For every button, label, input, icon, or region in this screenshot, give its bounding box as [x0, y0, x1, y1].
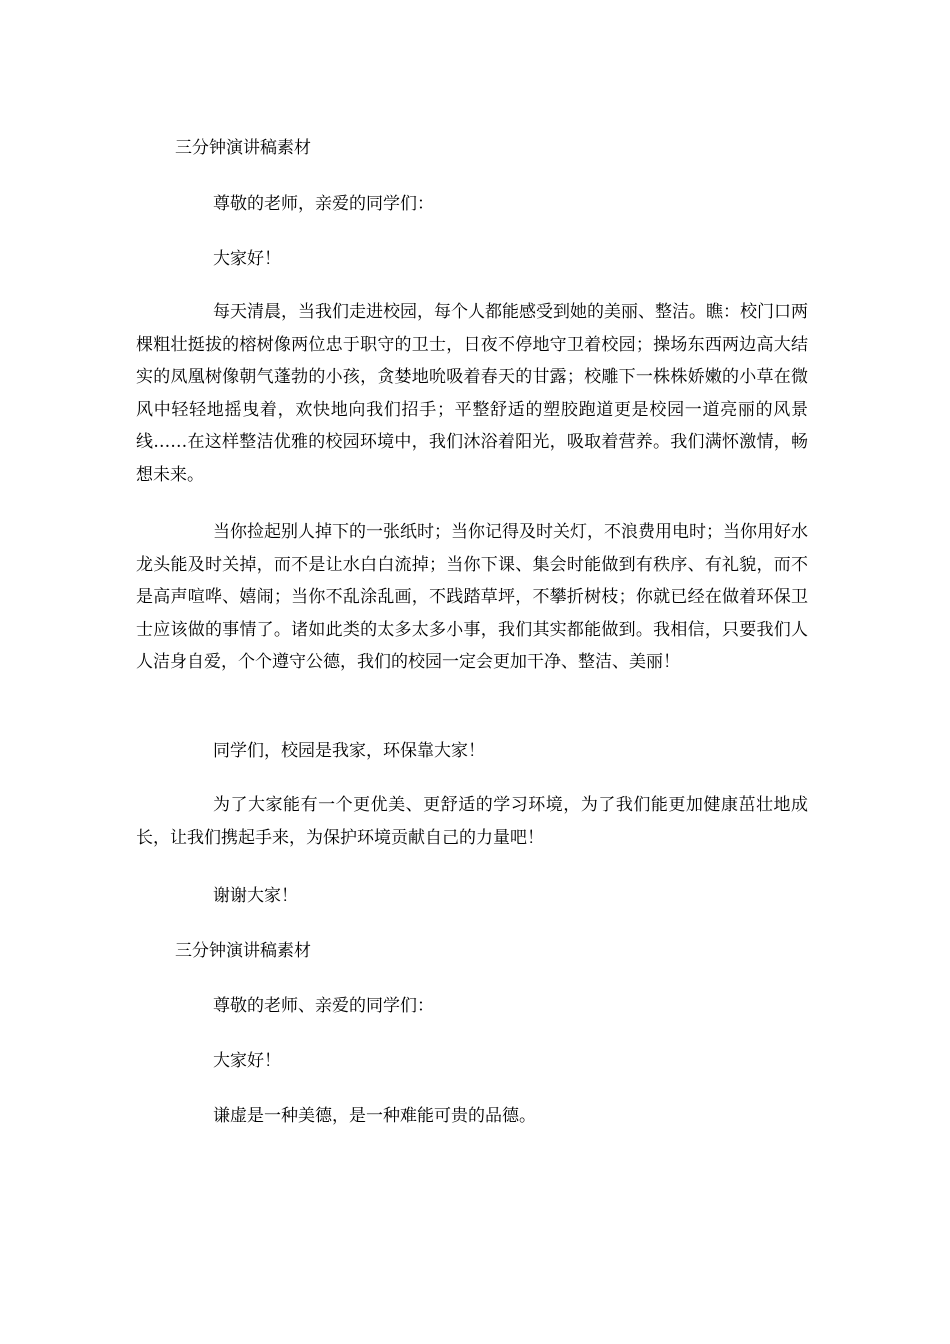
section2-salutation: 尊敬的老师、亲爱的同学们： [213, 996, 434, 1016]
section1-slogan: 同学们，校园是我家，环保靠大家！ [213, 741, 485, 761]
section1-closing: 谢谢大家！ [213, 886, 298, 906]
section1-paragraph1: 每天清晨，当我们走进校园，每个人都能感受到她的美丽、整洁。瞧：校门口两棵粗壮挺拔的榕树像两位忠于职守的卫士，日夜不停地守卫着校园；操场东西两边高大结实的凤凰树像朝气蓬勃的小孩，贪婪地吮吸着春天的甘露；校雕下一株株娇嫩的小草在微风中轻轻地摇曳着，欢快地向我们招手；平整舒适的塑胶跑道更是校园一道亮丽的风景线……在这样整洁优雅的校园环境中，我们沐浴着阳光，吸取着营养。我们满怀激情，畅想未来。 [136, 302, 808, 485]
section1-salutation: 尊敬的老师，亲爱的同学们： [213, 194, 434, 214]
section2-greeting: 大家好！ [213, 1051, 281, 1071]
section1-paragraph3: 为了大家能有一个更优美、更舒适的学习环境，为了我们能更加健康茁壮地成长，让我们携起手来，为保护环境贡献自己的力量吧！ [136, 795, 808, 848]
section2-title: 三分钟演讲稿素材 [175, 941, 311, 961]
section1-greeting: 大家好！ [213, 249, 281, 269]
section2-paragraph1: 谦虚是一种美德，是一种难能可贵的品德。 [213, 1106, 536, 1126]
section1-title: 三分钟演讲稿素材 [175, 138, 311, 158]
section1-paragraph2: 当你捡起别人掉下的一张纸时；当你记得及时关灯，不浪费用电时；当你用好水龙头能及时关掉，而不是让水白白流掉；当你下课、集会时能做到有秩序、有礼貌，而不是高声喧哗、嬉闹；当你不乱涂乱画，不践踏草坪，不攀折树枝；你就已经在做着环保卫士应该做的事情了。诸如此类的太多太多小事，我们其实都能做到。我相信，只要我们人人洁身自爱，个个遵守公德，我们的校园一定会更加干净、整洁、美丽！ [136, 522, 808, 673]
